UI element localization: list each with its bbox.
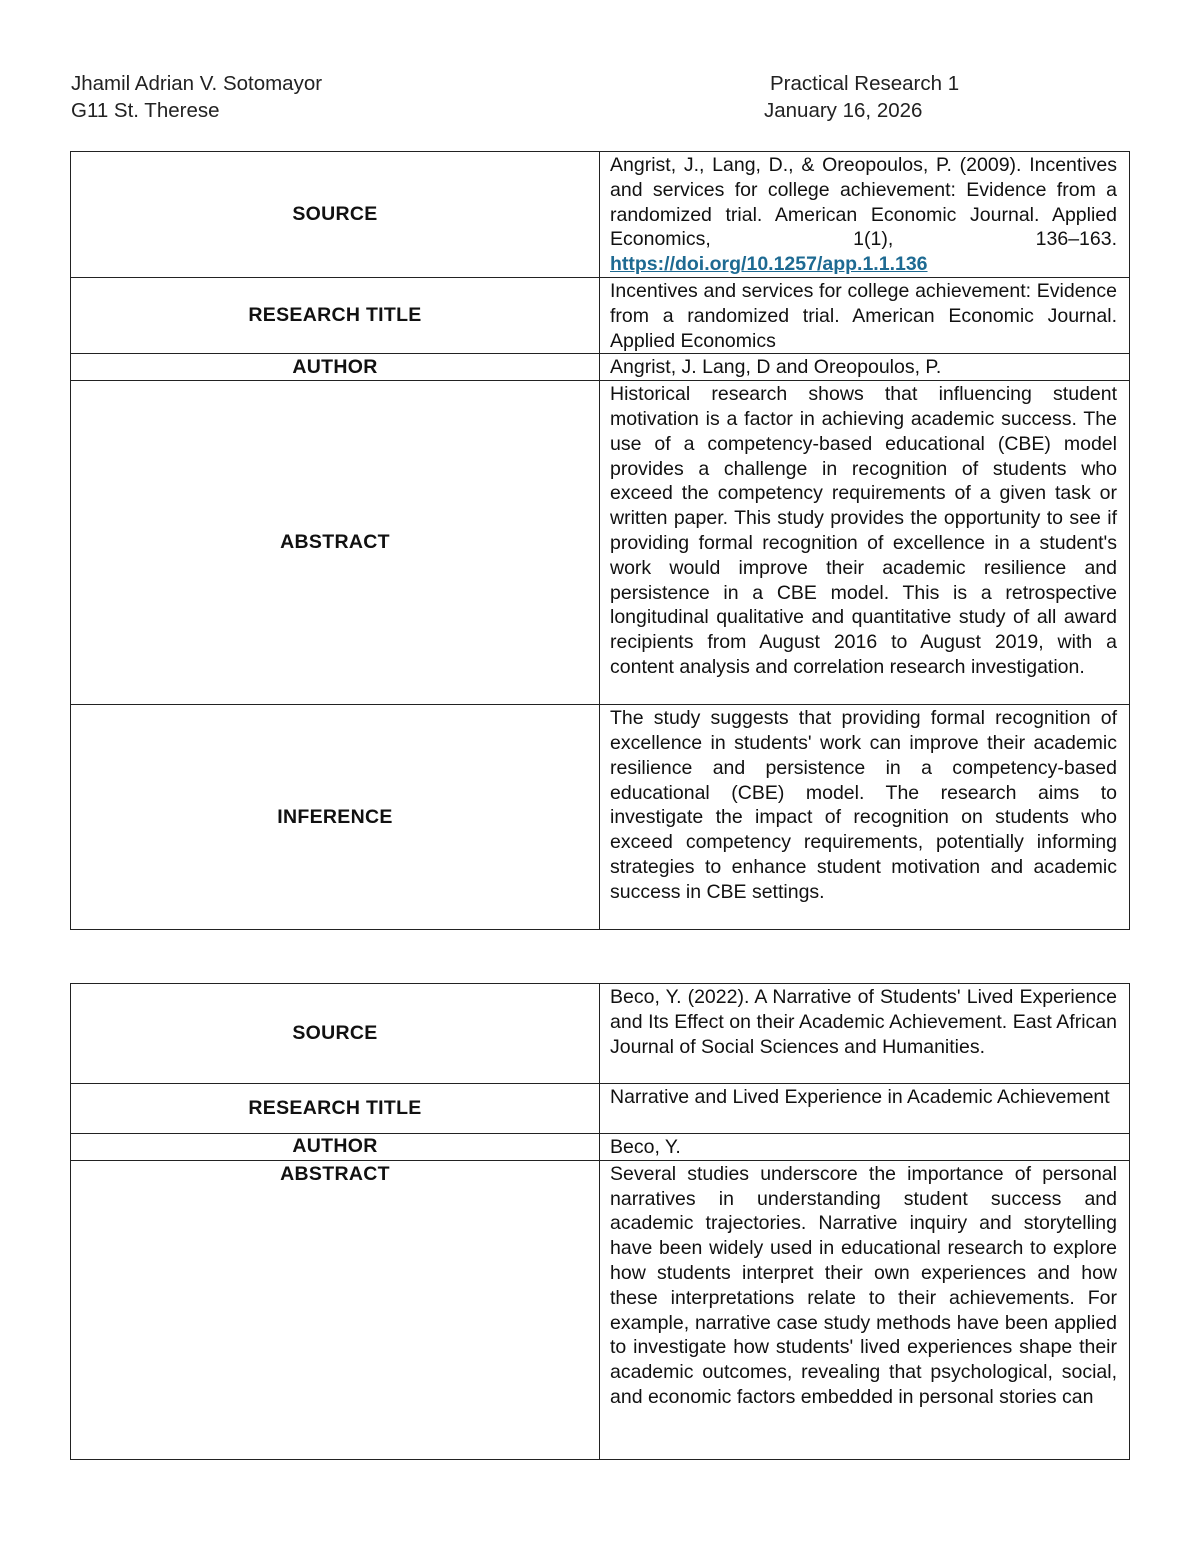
row-author xyxy=(71,354,1130,381)
research-title-label: RESEARCH TITLE xyxy=(71,277,600,353)
research-title-value: Incentives and services for college achievement: Evidence from a randomized trial. American Economic Journal. Applied Economics xyxy=(600,277,1130,353)
student-section: G11 St. Therese xyxy=(71,99,220,122)
doi-link[interactable]: https://doi.org/10.1257/app.1.1.136 xyxy=(610,253,928,276)
course-title: Practical Research 1 xyxy=(770,72,960,95)
abstract-label: ABSTRACT xyxy=(71,1160,600,1459)
author-value: Angrist, J. Lang, D and Oreopoulos, P. xyxy=(600,354,1130,381)
author-value: Beco, Y. xyxy=(600,1134,1130,1161)
abstract-value: Historical research shows that influencing student motivation is a factor in achieving academic success. The use of a competency-based educational (CBE) model provides a challenge in recognition of students who exceed the competency requirements of a given task or written paper. This study provides the opportunity to see if providing formal recognition of excellence in a student's work would improve their academic resilience and persistence in a CBE model. This is a retrospective longitudinal qualitative and quantitative study of all award recipients from August 2016 to August 2019, with a content analysis and correlation research investigation. xyxy=(600,381,1130,705)
rrl-table-1 xyxy=(70,151,1130,930)
author-label: AUTHOR xyxy=(71,354,600,381)
row-research-title xyxy=(71,277,1130,353)
abstract-value: Several studies underscore the importance of personal narratives in understanding student success and academic trajectories. Narrative inquiry and storytelling have been widely used in educational research to explore how students interpret their own experiences and how these interpretations relate to their achievements. For example, narrative case study methods have been applied to investigate how students' lived experiences shape their academic outcomes, revealing that psychological, social, and economic factors embedded in personal stories can xyxy=(600,1160,1130,1459)
row-source xyxy=(71,152,1130,278)
inference-label: INFERENCE xyxy=(71,705,600,930)
document-date: January 16, 2026 xyxy=(764,99,923,122)
research-title-value: Narrative and Lived Experience in Academic Achievement xyxy=(600,1084,1130,1134)
student-name: Jhamil Adrian V. Sotomayor xyxy=(71,72,323,95)
row-source xyxy=(71,984,1130,1084)
source-value xyxy=(600,152,1130,278)
source-label: SOURCE xyxy=(71,984,600,1084)
inference-value: The study suggests that providing formal recognition of excellence in students' work can improve their academic resilience and persistence in a competency-based educational (CBE) model. The research aims to investigate the impact of recognition on students who exceed competency requirements, potentially informing strategies to enhance student motivation and academic success in CBE settings. xyxy=(600,705,1130,930)
row-abstract xyxy=(71,1160,1130,1459)
row-abstract xyxy=(71,381,1130,705)
row-inference xyxy=(71,705,1130,930)
source-label: SOURCE xyxy=(71,152,600,278)
research-title-label: RESEARCH TITLE xyxy=(71,1084,600,1134)
abstract-label: ABSTRACT xyxy=(71,381,600,705)
row-author xyxy=(71,1134,1130,1161)
row-research-title xyxy=(71,1084,1130,1134)
source-citation: Angrist, J., Lang, D., & Oreopoulos, P. (2009). Incentives and services for college achievement: Evidence from a randomized trial. American Economic Journal. Applied Economics, 1(1), 136–163. xyxy=(610,154,1117,251)
source-value: Beco, Y. (2022). A Narrative of Students' Lived Experience and Its Effect on their Academic Achievement. East African Journal of Social Sciences and Humanities. xyxy=(600,984,1130,1084)
author-label: AUTHOR xyxy=(71,1134,600,1161)
rrl-table-2 xyxy=(70,983,1130,1460)
